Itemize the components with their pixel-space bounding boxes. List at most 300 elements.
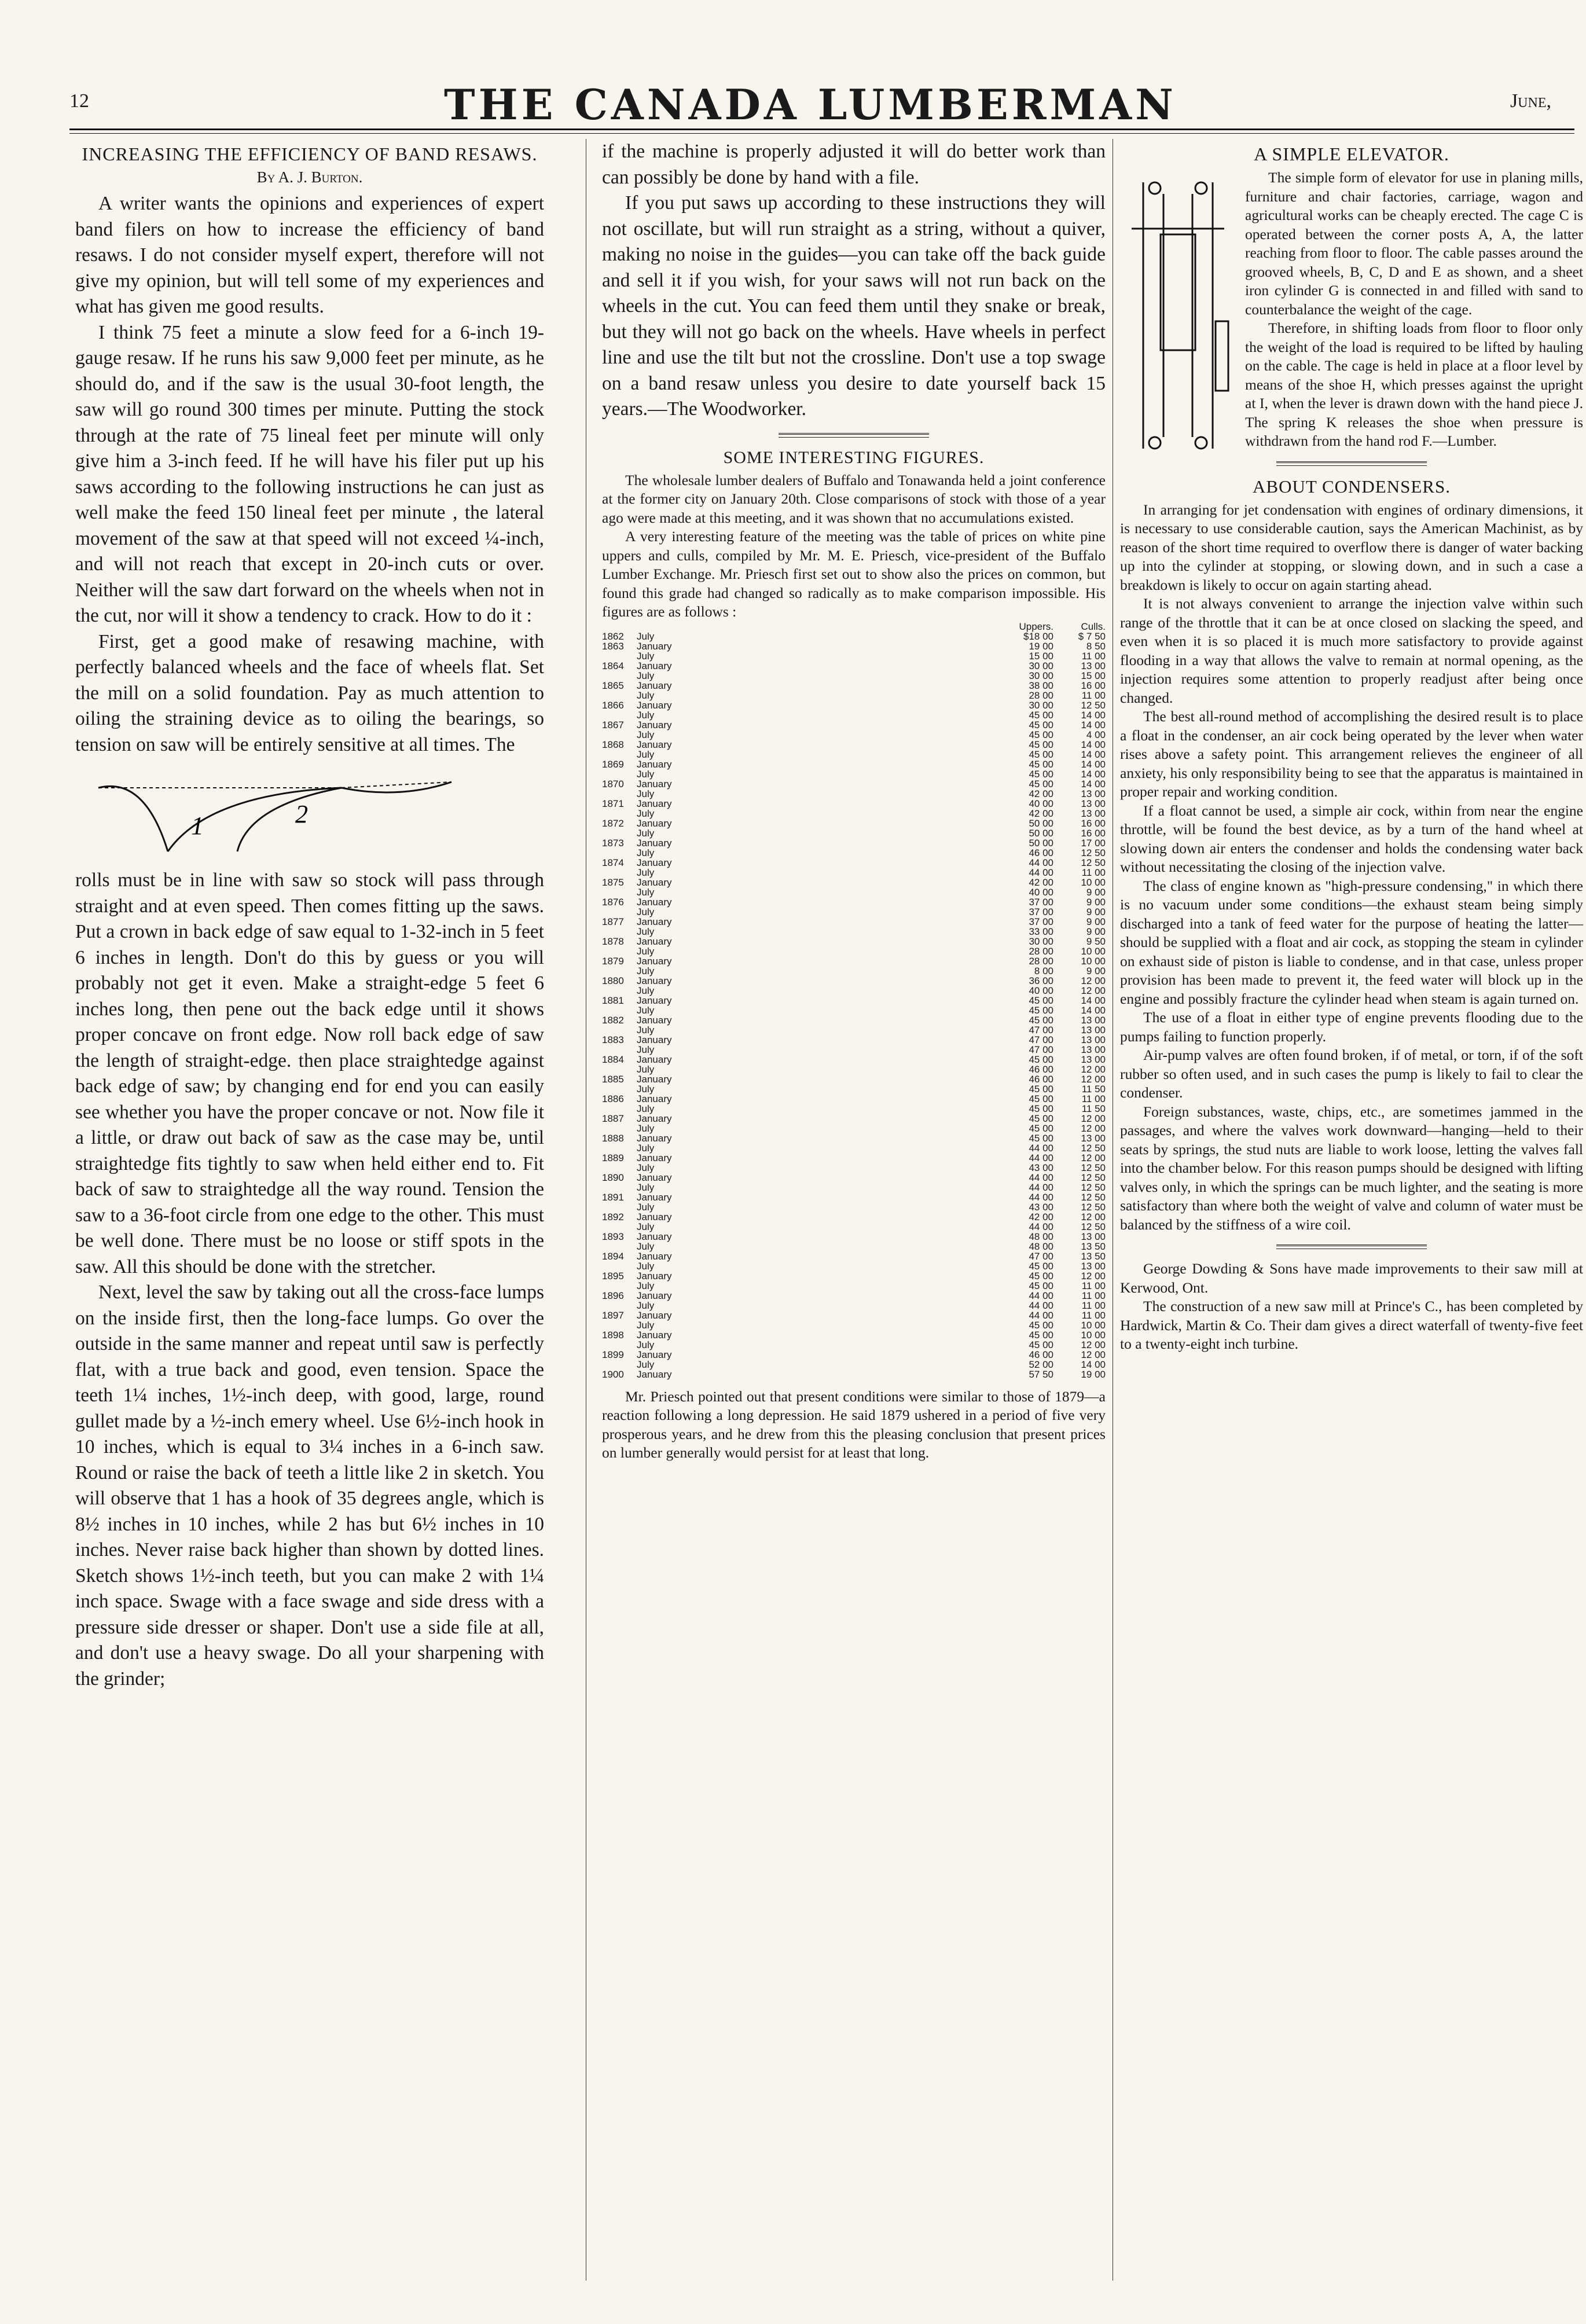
row-month: January (637, 1250, 672, 1262)
row-uppers: 44 00 (1029, 1221, 1053, 1232)
column-3 (1120, 139, 1583, 1354)
row-month: July (637, 1122, 655, 1134)
price-row (602, 691, 1106, 700)
row-year (602, 1064, 637, 1074)
row-uppers: 45 00 (1029, 1083, 1053, 1095)
row-uppers: 28 00 (1029, 955, 1053, 967)
row-culls: 8 50 (1086, 640, 1106, 652)
row-year (602, 789, 637, 799)
row-uppers: 38 00 (1029, 680, 1053, 691)
row-uppers: 47 00 (1029, 1250, 1053, 1262)
row-year (602, 848, 637, 858)
row-month: January (637, 660, 672, 671)
row-culls: 9 00 (1086, 906, 1106, 917)
row-culls: 10 00 (1081, 1329, 1106, 1341)
row-culls: 14 00 (1081, 1004, 1106, 1016)
row-culls: 13 00 (1081, 1044, 1106, 1055)
price-row (602, 1173, 1106, 1183)
row-culls: 14 00 (1081, 719, 1106, 730)
row-culls: 13 00 (1081, 1132, 1106, 1144)
row-year (602, 927, 637, 937)
price-row (602, 1163, 1106, 1173)
price-row (602, 750, 1106, 759)
row-year: 1898 (602, 1329, 624, 1341)
row-uppers: 44 00 (1029, 1290, 1053, 1301)
row-uppers: 45 00 (1029, 709, 1053, 721)
row-year: 1891 (602, 1191, 624, 1203)
price-row (602, 1045, 1106, 1055)
row-culls: 12 00 (1081, 1122, 1106, 1134)
row-year (602, 1242, 637, 1251)
row-year (602, 1360, 637, 1370)
row-month: January (637, 680, 672, 691)
row-culls: 11 00 (1081, 867, 1106, 878)
row-culls: 12 50 (1081, 1191, 1106, 1203)
price-row (602, 1183, 1106, 1192)
row-month: July (637, 1280, 655, 1291)
row-month: January (637, 994, 672, 1006)
price-row (602, 818, 1106, 828)
row-culls: 12 50 (1081, 1162, 1106, 1173)
row-culls: 19 00 (1081, 1368, 1106, 1380)
row-year (602, 1183, 637, 1192)
price-row (602, 838, 1106, 848)
header-rule-thin (69, 133, 1574, 134)
row-culls: 11 00 (1081, 1093, 1106, 1104)
elevator-para: The simple form of elevator for use in planing mills, furniture and chair factories, carriage, wagon and agricultural works can be cheaply erected. The cage C is operated between the corner posts A, A, the latter reaching from floor to floor. The cable passes around the grooved wheels, B, C, D and E as shown, and a sheet iron cylinder G is connected in and filled with sand to counterbalance the weight of the cage. (1245, 169, 1583, 318)
row-culls: 13 00 (1081, 1231, 1106, 1242)
row-culls: 15 00 (1081, 670, 1106, 681)
row-month: January (637, 896, 672, 908)
row-culls: 14 00 (1081, 768, 1106, 780)
row-uppers: 8 00 (1034, 965, 1053, 976)
row-month: July (637, 1004, 655, 1016)
row-month: July (637, 1044, 655, 1055)
row-uppers: 44 00 (1029, 1172, 1053, 1183)
row-year (602, 710, 637, 720)
row-year: 1878 (602, 935, 624, 947)
price-row (602, 651, 1106, 661)
row-culls: 16 00 (1081, 827, 1106, 839)
row-month: July (637, 1024, 655, 1036)
condensers-para: The best all-round method of accomplishing the desired result is to place a float in the condenser, an air cock being operated by the lever when water rises above a safety point. This arrangement relieves the engineer of all anxiety, his only responsibility being to see that the apparatus is maintained in proper repair and working condition. (1120, 708, 1583, 800)
price-row (602, 976, 1106, 986)
row-month: January (637, 699, 672, 711)
row-uppers: 46 00 (1029, 1063, 1053, 1075)
row-culls: 12 00 (1081, 1270, 1106, 1282)
price-row (602, 1340, 1106, 1350)
row-year (602, 1025, 637, 1035)
row-uppers: 45 00 (1029, 748, 1053, 760)
row-culls: 13 00 (1081, 1024, 1106, 1036)
row-year (602, 750, 637, 759)
price-row (602, 858, 1106, 868)
band-para: Next, level the saw by taking out all the cross-face lumps on the inside first, then the long-face lumps. Go over the outside in the same manner and repeat until saw is perfectly flat, with a true back and good, even tension. Space the teeth 1¼ inches, 1½-inch deep, with good, large, round gullet made by a ½-inch emery wheel. Use 6½-inch hook in 10 inches, which is equal to 3¼ inches in a 6-inch saw. Round or raise the back of teeth a little like 2 in sketch. You will observe that 1 has a hook of 35 degrees angle, which is 8½ inches in 10 inches, while 2 has but 6½ inches in 10 inches. Never raise back higher than shown by dotted lines. Sketch shows 1½-inch teeth, but you can make 2 with 1¼ inch space. Swage with a face swage and side dress with a pressure side dresser or shaper. Don't use a side file at all, and don't use a heavy swage. Do all your sharpening with the grinder; (75, 1282, 544, 1690)
row-uppers: 28 00 (1029, 689, 1053, 701)
row-year: 1895 (602, 1270, 624, 1282)
row-year: 1880 (602, 975, 624, 986)
col-header-uppers: Uppers. (1019, 621, 1053, 632)
row-uppers: 45 00 (1029, 1103, 1053, 1114)
row-uppers: 44 00 (1029, 857, 1053, 868)
row-year (602, 1005, 637, 1015)
row-month: July (637, 650, 655, 662)
row-month: January (637, 1014, 672, 1026)
row-year: 1865 (602, 680, 624, 691)
row-culls: 17 00 (1081, 837, 1106, 849)
row-year (602, 1340, 637, 1350)
price-row (602, 759, 1106, 769)
row-culls: 14 00 (1081, 758, 1106, 770)
row-year (602, 828, 637, 838)
row-year: 1862 (602, 630, 624, 642)
row-year: 1888 (602, 1132, 624, 1144)
row-month: July (637, 1162, 655, 1173)
row-month: July (637, 670, 655, 681)
price-row (602, 1251, 1106, 1261)
band-para: rolls must be in line with saw so stock will pass through straight and at even speed. Then comes fitting up the saws. Put a crown in back edge of saw equal to 1-32-inch in 5 feet 6 inches in length. Don't do this by guess or you will probably not get it even. Make a straight-edge 5 feet 6 inches long, then pene out the back edge until it shows proper concave on front edge. Now roll back edge of saw the length of straight-edge. then place straightedge against back edge of saw; by changing end for end you can easily see whether you have the proper concave or not. Now file it a little, or draw out back of saw as the case may be, until straightedge fits tightly to saw when held either end to. Fit back of saw to straightedge all the way round. Tension the saw to a 36-foot circle from one edge to the other. This must be well done. There must be no loose or stiff spots in the saw. All this should be done with the stretcher. (75, 869, 544, 1277)
price-row (602, 671, 1106, 681)
row-uppers: 47 00 (1029, 1024, 1053, 1036)
row-year: 1899 (602, 1349, 624, 1360)
row-culls: 13 00 (1081, 1034, 1106, 1045)
price-row (602, 1330, 1106, 1340)
row-culls: 12 00 (1081, 985, 1106, 996)
price-row (602, 1301, 1106, 1310)
row-month: July (637, 630, 655, 642)
row-uppers: 45 00 (1029, 1122, 1053, 1134)
row-culls: 13 50 (1081, 1250, 1106, 1262)
row-culls: 13 00 (1081, 788, 1106, 799)
row-year (602, 1045, 637, 1055)
row-year: 1870 (602, 778, 624, 790)
row-uppers: 50 00 (1029, 827, 1053, 839)
row-year: 1874 (602, 857, 624, 868)
column-2 (602, 139, 1106, 1463)
row-year: 1864 (602, 660, 624, 671)
price-row (602, 1143, 1106, 1153)
row-month: January (637, 916, 672, 927)
row-month: January (637, 1113, 672, 1124)
condensers-para: Air-pump valves are often found broken, if of metal, or torn, if of the soft rubber so often used, and in such cases the pump is likely to fail to clear the condenser. (1120, 1047, 1583, 1101)
row-uppers: 30 00 (1029, 935, 1053, 947)
row-month: July (637, 1201, 655, 1213)
row-month: July (637, 926, 655, 937)
row-year: 1867 (602, 719, 624, 730)
row-uppers: 45 00 (1029, 994, 1053, 1006)
row-month: July (637, 886, 655, 898)
row-culls: 14 00 (1081, 739, 1106, 750)
sketch-label-2: 2 (295, 800, 308, 828)
row-uppers: 45 00 (1029, 1319, 1053, 1331)
row-year (602, 1222, 637, 1232)
row-uppers: 45 00 (1029, 758, 1053, 770)
band-resaw-title: INCREASING THE EFFICIENCY OF BAND RESAWS. (82, 144, 538, 164)
row-year: 1869 (602, 758, 624, 770)
row-culls: 12 00 (1081, 1152, 1106, 1163)
row-culls: 11 50 (1081, 1103, 1106, 1114)
row-culls: 10 00 (1081, 1319, 1106, 1331)
price-row (602, 1153, 1106, 1163)
price-row (602, 1232, 1106, 1242)
row-year: 1881 (602, 994, 624, 1006)
condensers-title: ABOUT CONDENSERS. (1253, 476, 1451, 497)
row-year: 1875 (602, 876, 624, 888)
row-culls: 16 00 (1081, 817, 1106, 829)
row-uppers: 40 00 (1029, 985, 1053, 996)
price-row (602, 1025, 1106, 1035)
row-uppers: 46 00 (1029, 1073, 1053, 1085)
row-year (602, 946, 637, 956)
row-month: January (637, 1231, 672, 1242)
row-uppers: 45 00 (1029, 1260, 1053, 1272)
price-row (602, 1124, 1106, 1133)
price-row (602, 946, 1106, 956)
price-row (602, 769, 1106, 779)
row-culls: 10 00 (1081, 945, 1106, 957)
elevator-para: Therefore, in shifting loads from floor to floor only the weight of the load is required to be lifted by hauling on the cable. The cage is held in place at a floor level by means of the shoe H, which presses against the upright at I, when the lever is drawn down with the hand piece J. The spring K releases the shoe when pressure is withdrawn from the hand rod F.—Lumber. (1245, 320, 1583, 449)
row-year (602, 651, 637, 661)
row-culls: 14 00 (1081, 994, 1106, 1006)
price-row (602, 1360, 1106, 1370)
price-row (602, 1055, 1106, 1064)
row-uppers: 30 00 (1029, 670, 1053, 681)
price-row (602, 956, 1106, 966)
row-uppers: 37 00 (1029, 906, 1053, 917)
row-culls: 9 00 (1086, 916, 1106, 927)
row-uppers: 48 00 (1029, 1231, 1053, 1242)
row-culls: 9 00 (1086, 886, 1106, 898)
row-year (602, 907, 637, 917)
row-culls: 12 50 (1081, 1142, 1106, 1154)
price-row (602, 1133, 1106, 1143)
row-culls: 9 50 (1086, 935, 1106, 947)
row-uppers: 19 00 (1029, 640, 1053, 652)
row-culls: 12 00 (1081, 1349, 1106, 1360)
price-row (602, 641, 1106, 651)
row-year: 1876 (602, 896, 624, 908)
row-month: January (637, 1034, 672, 1045)
price-row (602, 966, 1106, 976)
row-uppers: 45 00 (1029, 768, 1053, 780)
section-divider (1276, 1244, 1427, 1249)
row-uppers: 37 00 (1029, 896, 1053, 908)
row-month: January (637, 876, 672, 888)
row-year: 1893 (602, 1231, 624, 1242)
row-year (602, 809, 637, 818)
row-culls: 12 00 (1081, 1339, 1106, 1350)
price-row (602, 1094, 1106, 1104)
price-row (602, 848, 1106, 858)
row-culls: 12 50 (1081, 857, 1106, 868)
price-row (602, 1320, 1106, 1330)
row-month: July (637, 807, 655, 819)
figures-conclusion: Mr. Priesch pointed out that present conditions were similar to those of 1879—a reaction following a long depression. He said 1879 ushered in a period of five very prosperous years, and he drew from this the pleasing conclusion that present prices on lumber generally would persist for at least that long. (602, 1387, 1106, 1461)
row-uppers: 42 00 (1029, 1211, 1053, 1222)
row-year: 1885 (602, 1073, 624, 1085)
row-uppers: 57 50 (1029, 1368, 1053, 1380)
row-year (602, 1124, 637, 1133)
row-uppers: 47 00 (1029, 1034, 1053, 1045)
price-row (602, 1104, 1106, 1114)
row-uppers: 46 00 (1029, 847, 1053, 858)
row-year: 1877 (602, 916, 624, 927)
band-para: if the machine is properly adjusted it will do better work than can possibly be done by hand with a file. (602, 141, 1106, 188)
price-row (602, 1015, 1106, 1025)
row-culls: 12 00 (1081, 1113, 1106, 1124)
price-row (602, 878, 1106, 887)
price-row (602, 1242, 1106, 1251)
row-year: 1882 (602, 1014, 624, 1026)
price-row (602, 1084, 1106, 1094)
row-uppers: 45 00 (1029, 1014, 1053, 1026)
row-culls: 12 50 (1081, 1181, 1106, 1193)
price-row (602, 632, 1106, 641)
row-culls: 13 00 (1081, 1260, 1106, 1272)
row-uppers: 50 00 (1029, 837, 1053, 849)
row-year (602, 1104, 637, 1114)
row-year (602, 1202, 637, 1212)
news-note: The construction of a new saw mill at Prince's C., has been completed by Hardwick, Martin & Co. Their dam gives a direct waterfall of twenty-five feet to a twenty-eight inch turbine. (1120, 1298, 1583, 1352)
price-row (602, 1064, 1106, 1074)
row-year (602, 1320, 637, 1330)
row-month: January (637, 739, 672, 750)
price-row (602, 1114, 1106, 1124)
price-row (602, 740, 1106, 750)
row-uppers: 36 00 (1029, 975, 1053, 986)
price-row (602, 996, 1106, 1005)
row-year: 1868 (602, 739, 624, 750)
price-row (602, 986, 1106, 996)
band-para: A writer wants the opinions and experiences of expert band filers on how to increase the efficiency of band resaws. I do not consider myself expert, therefore will not give my opinion, but will tell some of my experiences and what has given me good results. (75, 193, 544, 317)
condensers-para: Foreign substances, waste, chips, etc., are sometimes jammed in the passages, and where the valves work downward—hanging—held to their seats by springs, the stud nuts are liable to work loose, letting the valves fall into the chamber below. For this reason pumps should be designed with lifting valves only, in which the springs can be much lighter, and the seating is more satisfactory than where both the weight of valve and column of water must be balanced by the stiffness of a wire coil. (1120, 1103, 1583, 1233)
price-row (602, 779, 1106, 789)
row-year: 1889 (602, 1152, 624, 1163)
row-uppers: 45 00 (1029, 1004, 1053, 1016)
row-uppers: $18 00 (1023, 630, 1053, 642)
row-uppers: 33 00 (1029, 926, 1053, 937)
row-culls: 11 00 (1081, 650, 1106, 662)
row-year: 1879 (602, 955, 624, 967)
band-para: First, get a good make of resawing machine, with perfectly balanced wheels and the face of wheels flat. Set the mill on a solid foundation. Pay as much attention to oiling the straining device as to oiling the bearings, so tension on saw will be entirely sensitive at all times. The (75, 630, 544, 755)
row-uppers: 42 00 (1029, 807, 1053, 819)
header-rule (69, 129, 1574, 130)
row-year (602, 769, 637, 779)
row-culls: 14 00 (1081, 1359, 1106, 1370)
price-row (602, 897, 1106, 907)
row-month: July (637, 788, 655, 799)
row-month: January (637, 1093, 672, 1104)
row-month: July (637, 1260, 655, 1272)
row-culls: 13 00 (1081, 660, 1106, 671)
row-month: July (637, 1063, 655, 1075)
row-uppers: 45 00 (1029, 719, 1053, 730)
row-uppers: 46 00 (1029, 1349, 1053, 1360)
row-culls: 12 00 (1081, 975, 1106, 986)
row-month: January (637, 640, 672, 652)
price-row (602, 1261, 1106, 1271)
row-culls: 13 00 (1081, 798, 1106, 809)
price-row (602, 1281, 1106, 1291)
row-year (602, 1084, 637, 1094)
row-month: January (637, 719, 672, 730)
price-row (602, 1370, 1106, 1379)
row-culls: 9 00 (1086, 965, 1106, 976)
row-month: July (637, 768, 655, 780)
row-month: January (637, 975, 672, 986)
row-uppers: 48 00 (1029, 1240, 1053, 1252)
price-row (602, 700, 1106, 710)
row-culls: 11 50 (1081, 1083, 1106, 1095)
row-month: January (637, 1191, 672, 1203)
price-row (602, 681, 1106, 691)
row-year (602, 1281, 637, 1291)
row-uppers: 40 00 (1029, 886, 1053, 898)
row-uppers: 44 00 (1029, 867, 1053, 878)
row-year: 1900 (602, 1368, 624, 1380)
row-month: July (637, 729, 655, 740)
row-uppers: 45 00 (1029, 1132, 1053, 1144)
row-month: July (637, 1083, 655, 1095)
issue-month: June, (1510, 90, 1551, 112)
price-row (602, 1212, 1106, 1222)
row-month: January (637, 1270, 672, 1282)
row-culls: 14 00 (1081, 709, 1106, 721)
row-uppers: 47 00 (1029, 1044, 1053, 1055)
row-uppers: 42 00 (1029, 788, 1053, 799)
row-year (602, 1261, 637, 1271)
row-uppers: 15 00 (1029, 650, 1053, 662)
price-row (602, 1310, 1106, 1320)
row-month: January (637, 1329, 672, 1341)
price-row (602, 907, 1106, 917)
row-year (602, 730, 637, 740)
row-uppers: 45 00 (1029, 1280, 1053, 1291)
row-culls: 12 00 (1081, 1073, 1106, 1085)
row-year (602, 868, 637, 878)
row-culls: 12 50 (1081, 847, 1106, 858)
row-month: July (637, 906, 655, 917)
price-row (602, 937, 1106, 946)
row-month: January (637, 1132, 672, 1144)
row-uppers: 45 00 (1029, 1113, 1053, 1124)
row-month: July (637, 1240, 655, 1252)
row-culls: 10 00 (1081, 955, 1106, 967)
price-row (602, 1202, 1106, 1212)
row-culls: 11 00 (1081, 1309, 1106, 1321)
row-month: July (637, 1339, 655, 1350)
row-year: 1866 (602, 699, 624, 711)
price-row (602, 789, 1106, 799)
row-month: January (637, 935, 672, 947)
price-row (602, 917, 1106, 927)
figures-title: SOME INTERESTING FIGURES. (723, 447, 985, 467)
price-row (602, 1291, 1106, 1301)
price-row (602, 1074, 1106, 1084)
sketch-label-1: 1 (191, 812, 204, 840)
row-month: July (637, 1359, 655, 1370)
row-uppers: 45 00 (1029, 1053, 1053, 1065)
price-row (602, 1350, 1106, 1360)
col-header-culls: Culls. (1081, 621, 1106, 632)
row-month: January (637, 1172, 672, 1183)
row-culls: 10 00 (1081, 876, 1106, 888)
row-month: July (637, 1221, 655, 1232)
row-month: January (637, 1368, 672, 1380)
condensers-para: In arranging for jet condensation with engines of ordinary dimensions, it is necessary to use considerable caution, says the American Machinist, as by reason of the short time required to overflow there is danger of water backing up into the cylinder at stopping, or slowing down, and in such a case a breakdown is likely to occur on again starting ahead. (1120, 501, 1583, 593)
row-uppers: 45 00 (1029, 1339, 1053, 1350)
row-culls: 11 00 (1081, 1280, 1106, 1291)
